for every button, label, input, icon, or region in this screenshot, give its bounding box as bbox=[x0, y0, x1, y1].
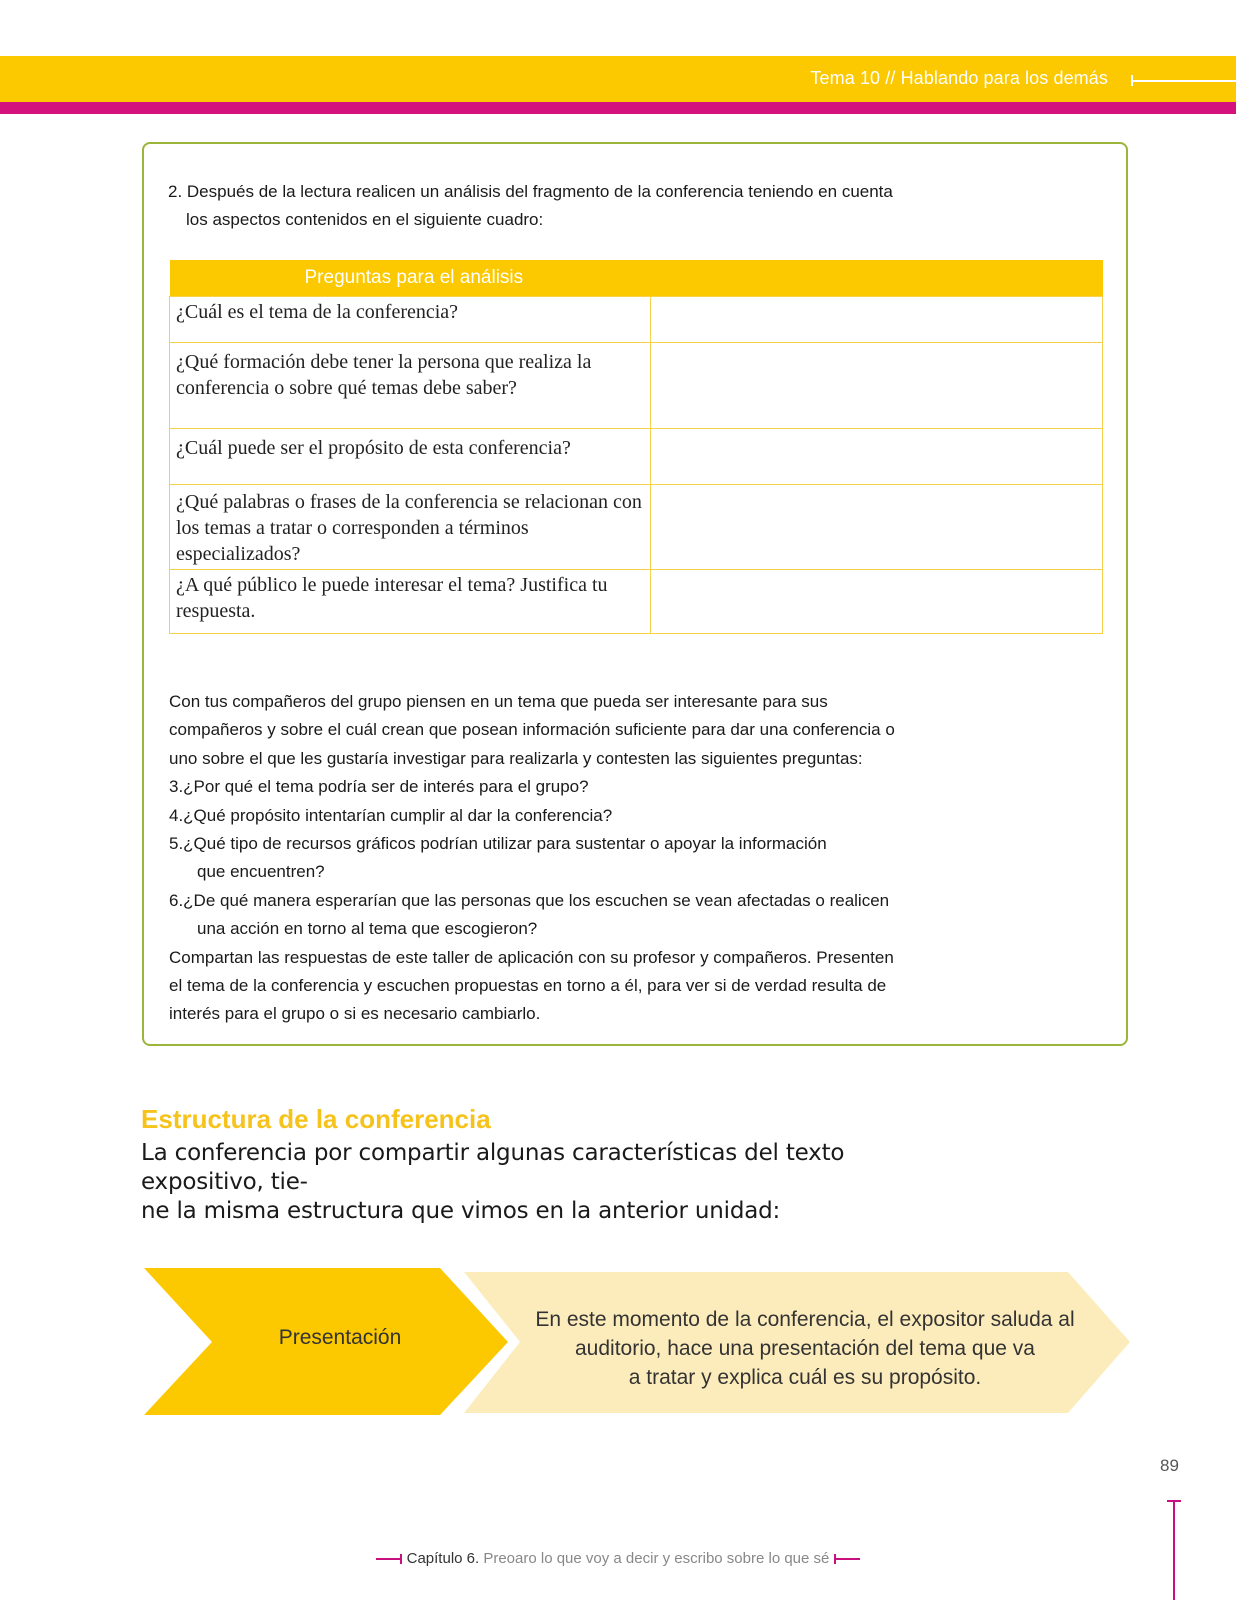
footer-chapter-label: Capítulo 6. bbox=[406, 1550, 480, 1567]
table-row bbox=[170, 570, 1103, 634]
table-header: Preguntas para el análisis bbox=[170, 260, 651, 297]
question-cell: ¿Qué palabras o frases de la conferencia se relacionan con los temas a tratar o corresponden a términos especializados? bbox=[170, 485, 651, 570]
question-3: 3.¿Por qué el tema podría ser de interés para el grupo? bbox=[169, 777, 589, 797]
table-row bbox=[170, 485, 1103, 570]
footer-chapter-title: Preoaro lo que voy a decir y escribo sobre lo que sé bbox=[483, 1550, 830, 1567]
table-header-answer bbox=[651, 260, 1103, 297]
description-line-3: a tratar y explica cuál es su propósito. bbox=[628, 1366, 982, 1389]
answer-cell[interactable] bbox=[651, 297, 1103, 343]
presentation-description bbox=[520, 1305, 1090, 1392]
header-accent-stripe bbox=[0, 102, 1236, 114]
table-row bbox=[170, 429, 1103, 485]
presentation-label: Presentación bbox=[278, 1326, 402, 1349]
table-row bbox=[170, 297, 1103, 343]
chapter-theme-title: Tema 10 // Hablando para los demás bbox=[810, 68, 1108, 88]
answer-cell[interactable] bbox=[651, 343, 1103, 429]
section-body-line-2: ne la misma estructura que vimos en la anterior unidad: bbox=[141, 1198, 781, 1224]
closing-paragraph: Compartan las respuestas de este taller de aplicación con su profesor y compañeros. Presenten el tema de la conferencia y escuchen propuestas en torno a él, para ver si de verdad resulta de interés para el grupo o si es necesario cambiarlo. bbox=[169, 947, 894, 1024]
question-cell: ¿Cuál es el tema de la conferencia? bbox=[170, 297, 651, 343]
description-line-2: auditorio, hace una presentación del tema que va bbox=[575, 1337, 1035, 1360]
question-cell: ¿A qué público le puede interesar el tema? Justifica tu respuesta. bbox=[170, 570, 651, 634]
intro-line-2: los aspectos contenidos en el siguiente cuadro: bbox=[186, 210, 544, 229]
group-instructions bbox=[169, 688, 909, 1029]
page-number: 89 bbox=[1160, 1456, 1179, 1475]
intro-line-1: 2. Después de la lectura realicen un análisis del fragmento de la conferencia teniendo en cuenta bbox=[168, 182, 893, 201]
section-title: Estructura de la conferencia bbox=[141, 1104, 491, 1134]
table-row bbox=[170, 343, 1103, 429]
footer-dash-right bbox=[834, 1558, 860, 1560]
analysis-table bbox=[169, 260, 1103, 634]
section-body-line-1: La conferencia por compartir algunas características del texto expositivo, tie- bbox=[141, 1140, 845, 1195]
question-6-continued: una acción en torno al tema que escogieron? bbox=[197, 919, 538, 939]
answer-cell[interactable] bbox=[651, 485, 1103, 570]
answer-cell[interactable] bbox=[651, 429, 1103, 485]
description-line-1: En este momento de la conferencia, el expositor saluda al bbox=[535, 1308, 1075, 1331]
answer-cell[interactable] bbox=[651, 570, 1103, 634]
question-cell: ¿Cuál puede ser el propósito de esta conferencia? bbox=[170, 429, 651, 485]
question-5-continued: que encuentren? bbox=[197, 862, 325, 882]
activity-intro bbox=[168, 178, 928, 234]
question-cell: ¿Qué formación debe tener la persona que realiza la conferencia o sobre qué temas debe saber? bbox=[170, 343, 651, 429]
header-line bbox=[1131, 80, 1236, 82]
section-body bbox=[141, 1139, 901, 1226]
footer-chapter bbox=[0, 1550, 1236, 1567]
question-6: 6.¿De qué manera esperarían que las personas que los escuchen se vean afectadas o realicen bbox=[169, 890, 890, 910]
footer-dash-left bbox=[376, 1558, 402, 1560]
question-5: 5.¿Qué tipo de recursos gráficos podrían utilizar para sustentar o apoyar la información bbox=[169, 834, 827, 854]
table-header-row bbox=[170, 260, 1103, 297]
instructions-paragraph: Con tus compañeros del grupo piensen en un tema que pueda ser interesante para sus compañeros y sobre el cuál crean que posean información suficiente para dar una conferencia o uno sobre el que les gustaría investigar para realizarla y contesten las siguientes preguntas: bbox=[169, 692, 895, 768]
question-4: 4.¿Qué propósito intentarían cumplir al dar la conferencia? bbox=[169, 805, 613, 825]
